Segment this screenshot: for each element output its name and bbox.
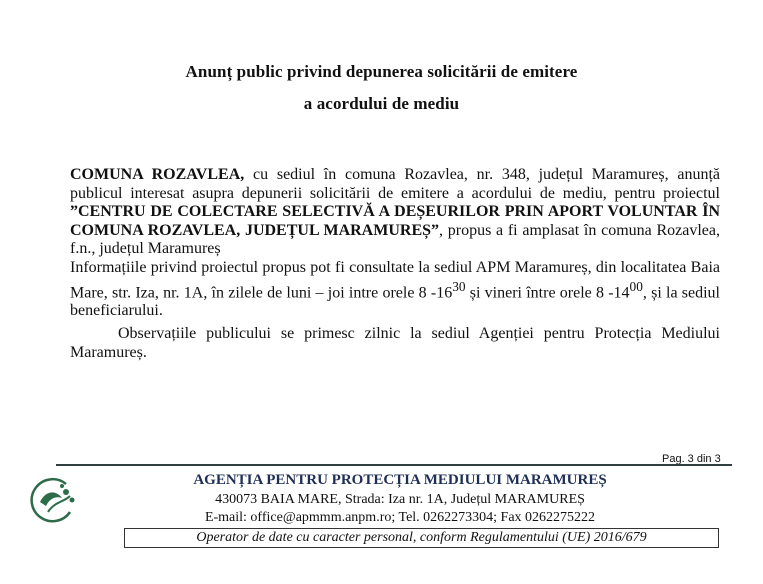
apm-logo-icon: [26, 472, 82, 528]
paragraph-text-3: Informațiile privind proiectul propus pot fi consultate la sediul APM Maramureș, din localitatea Baia Mare, str. Iza, nr. 1A, în zilele de luni – joi intre orele 8 -16: [70, 258, 720, 301]
agency-address: 430073 BAIA MARE, Strada: Iza nr. 1A, Județul MARAMUREȘ: [215, 492, 585, 507]
paragraph-text-4: și vineri între orele 8 -14: [465, 283, 630, 301]
observations-paragraph: [70, 325, 720, 362]
data-operator-notice: Operator de date cu caracter personal, conform Regulamentului (UE) 2016/679: [124, 528, 719, 548]
hour-superscript-1: 30: [452, 278, 466, 294]
document-title-line1: Anunț public privind depunerea solicitării de emitere: [185, 62, 578, 81]
footer-divider: [56, 464, 732, 466]
applicant-name: COMUNA ROZAVLEA,: [70, 166, 245, 183]
hour-superscript-2: 00: [629, 278, 643, 294]
paragraph-text-1: cu sediul în comuna Rozavlea, nr. 348, județul Maramureș, anunță publicul interesat asupra depunerii solicitării de emitere a acordului de mediu, pentru proiectul: [70, 166, 721, 202]
project-name: ”CENTRU DE COLECTARE SELECTIVĂ A DEȘEURILOR PRIN APORT VOLUNTAR ÎN COMUNA ROZAVLEA, JUDEȚUL MARAMUREȘ”: [70, 203, 720, 239]
page-number: Pag. 3 din 3: [662, 453, 721, 465]
paragraph-text-2: , propus a fi amplasat în comuna Rozavlea, f.n., județul Maramureș: [70, 221, 720, 258]
observations-text: Observațiile publicului se primesc zilnic la sediul Agenției pentru Protecția Mediului Maramureș.: [70, 325, 720, 361]
announcement-paragraph: [70, 166, 720, 321]
document-title-line2: a acordului de mediu: [303, 94, 460, 113]
agency-name: AGENȚIA PENTRU PROTECȚIA MEDIULUI MARAMUREȘ: [193, 472, 607, 488]
paragraph-text-5: , și la sediul beneficiarului.: [70, 283, 721, 320]
agency-contact: E-mail: office@apmmm.anpm.ro; Tel. 0262273304; Fax 0262275222: [204, 510, 596, 525]
